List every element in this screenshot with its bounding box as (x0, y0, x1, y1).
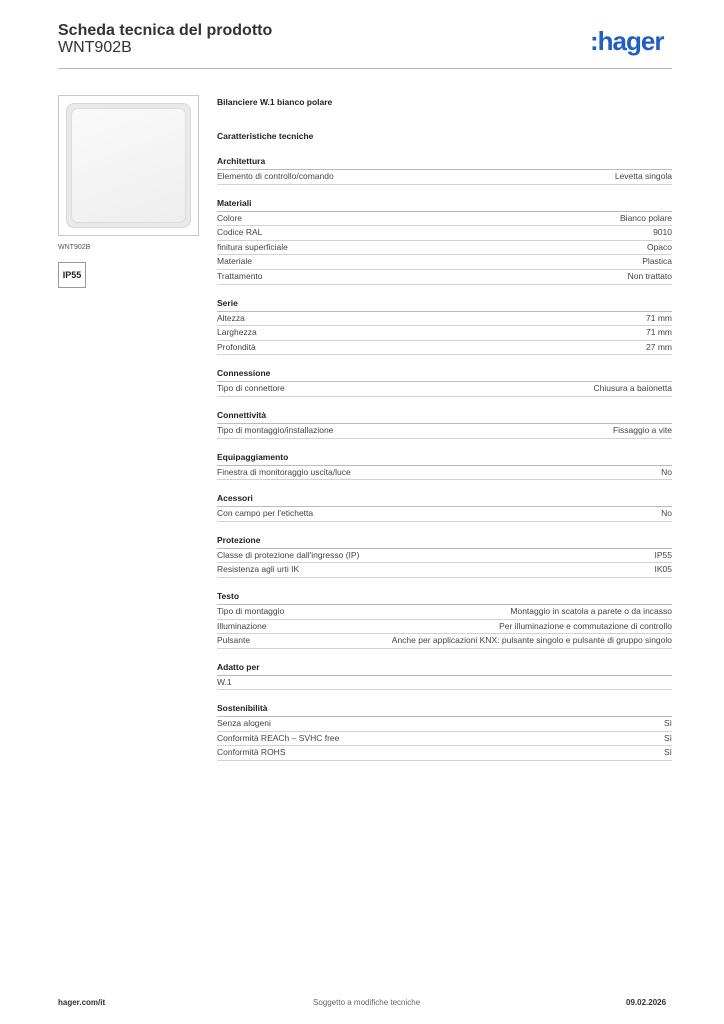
spec-label: Profondità (217, 341, 256, 352)
spec-label: Senza alogeni (217, 718, 271, 729)
characteristics-title: Caratteristiche tecniche (217, 131, 314, 141)
spec-row (217, 746, 672, 761)
spec-value: 71 mm (646, 327, 672, 338)
spec-value: Non trattato (627, 270, 672, 281)
spec-value: Opaco (646, 241, 672, 252)
spec-label: Elemento di controllo/comando (217, 171, 334, 181)
product-code: WNT902B (58, 39, 132, 56)
spec-label: Larghezza (217, 327, 257, 338)
section-title: Equipaggiamento (217, 452, 672, 466)
spec-row (217, 326, 672, 341)
spec-section (217, 493, 672, 522)
spec-row (217, 382, 672, 397)
spec-label: Tipo di montaggio (217, 605, 285, 616)
spec-label: Materiale (217, 256, 252, 267)
spec-value: Sì (663, 747, 672, 758)
section-title: Testo (217, 591, 672, 605)
spec-row (217, 563, 672, 578)
spec-content (217, 96, 672, 761)
section-title: Architettura (217, 156, 672, 170)
spec-label: Classe di protezione dall'ingresso (IP) (217, 549, 360, 560)
spec-section (217, 198, 672, 285)
spec-label: Pulsante (217, 635, 251, 646)
spec-value: 9010 (653, 227, 672, 238)
spec-value: Plastica (642, 256, 672, 267)
section-title: Sostenibilità (217, 703, 672, 717)
spec-section (217, 298, 672, 356)
spec-row (217, 549, 672, 564)
spec-row (217, 341, 672, 356)
spec-row (217, 170, 672, 185)
header-divider (58, 68, 672, 69)
spec-value: 27 mm (646, 341, 672, 352)
spec-value: Sì (663, 718, 672, 729)
spec-section (217, 535, 672, 578)
spec-row (217, 312, 672, 327)
spec-row (217, 634, 672, 649)
spec-section (217, 662, 672, 691)
section-title: Acessori (217, 493, 672, 507)
spec-value: 71 mm (646, 312, 672, 323)
spec-value: Fissaggio a vite (612, 424, 672, 435)
page-title: Scheda tecnica del prodotto (58, 22, 273, 39)
spec-section (217, 591, 672, 649)
section-title: Serie (217, 298, 672, 312)
spec-label: Conformità ROHS (217, 747, 286, 758)
section-title: Materiali (217, 198, 672, 212)
spec-value: Bianco polare (620, 212, 672, 223)
spec-row (217, 466, 672, 481)
spec-row (217, 270, 672, 285)
spec-section (217, 368, 672, 397)
spec-label: Altezza (217, 312, 245, 323)
spec-row (217, 605, 672, 620)
footer-date: 09.02.2026 (626, 998, 667, 1007)
spec-value: No (661, 508, 672, 519)
spec-sections (217, 156, 672, 761)
spec-value: Chiusura a baionetta (593, 383, 672, 394)
hager-logo (590, 26, 663, 57)
spec-row (217, 507, 672, 522)
spec-value: Anche per applicazioni KNX: pulsante singolo e pulsante di gruppo singolo (391, 635, 672, 646)
spec-section (217, 452, 672, 481)
spec-value: Sì (663, 732, 672, 743)
product-image (58, 95, 199, 236)
spec-row (217, 241, 672, 256)
spec-section (217, 156, 672, 185)
section-title: Adatto per (217, 662, 672, 676)
switch-rocker (72, 109, 185, 222)
spec-row (217, 620, 672, 635)
spec-value: Montaggio in scatola a parete o da incasso (510, 605, 672, 616)
spec-value: Per illuminazione e commutazione di controllo (499, 620, 672, 631)
spec-section (217, 410, 672, 439)
spec-label: Tipo di connettore (217, 383, 285, 394)
product-name: Bilanciere W.1 bianco polare (217, 97, 333, 107)
footer-note: Soggetto a modifiche tecniche (313, 998, 421, 1007)
spec-row (217, 732, 672, 747)
spec-row (217, 424, 672, 439)
spec-value: IK05 (654, 564, 672, 575)
logo-text: hager (597, 26, 664, 56)
spec-value: IP55 (654, 549, 672, 560)
spec-row (217, 717, 672, 732)
spec-label: finitura superficiale (217, 241, 288, 252)
spec-label: Trattamento (217, 270, 263, 281)
spec-label: Finestra di monitoraggio uscita/luce (217, 466, 351, 477)
switch-frame (66, 103, 191, 228)
ip-rating-badge: IP55 (58, 262, 86, 288)
spec-row (217, 255, 672, 270)
spec-label: Colore (217, 212, 243, 223)
logo-prefix: : (590, 26, 598, 56)
spec-row (217, 226, 672, 241)
spec-value: No (661, 466, 672, 477)
spec-row (217, 676, 672, 691)
section-title: Connettività (217, 410, 672, 424)
spec-label: Resistenza agli urti IK (217, 564, 300, 575)
spec-label: Illuminazione (217, 620, 267, 631)
spec-section (217, 703, 672, 761)
section-title: Protezione (217, 535, 672, 549)
spec-label: Con campo per l'etichetta (217, 508, 314, 519)
footer-website[interactable]: hager.com/it (58, 998, 106, 1007)
section-title: Connessione (217, 368, 672, 382)
spec-value: Levetta singola (614, 171, 672, 181)
spec-label: Codice RAL (217, 227, 263, 238)
spec-label: Conformità REACh – SVHC free (217, 732, 340, 743)
image-caption: WNT902B (58, 244, 91, 251)
spec-row (217, 212, 672, 227)
spec-label: Tipo di montaggio/installazione (217, 424, 334, 435)
spec-label: W.1 (217, 676, 232, 687)
